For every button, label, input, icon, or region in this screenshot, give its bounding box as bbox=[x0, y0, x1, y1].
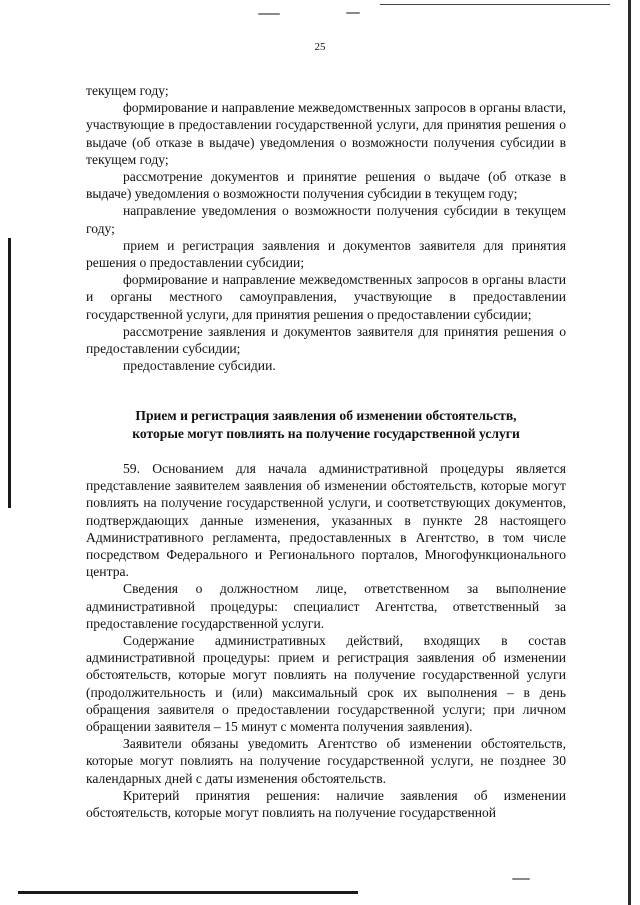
scan-bottom-edge-line bbox=[18, 891, 358, 894]
scan-speck-top-left bbox=[258, 13, 280, 15]
paragraph-59: 59. Основанием для начала административной процедуры является представление заявителем заявления об изменении обстоятельств, которые могут повлиять на получение государственной услуги, и соответствующих документов, подтверждающих данные изменения, указанных в пункте 28 настоящего Административного регламента, предоставленных в Агентство, в том числе посредством Федерального и Регионального порталов, Многофункционального центра. bbox=[86, 461, 566, 580]
intro-line-6: рассмотрение заявления и документов заявителя для принятия решения о предоставлении субсидии; bbox=[86, 323, 566, 357]
intro-list bbox=[86, 82, 566, 374]
intro-line-1: формирование и направление межведомственных запросов в органы власти, участвующие в предоставлении государственной услуги, для принятия решения о выдаче (об отказе в выдаче) уведомления о возможности получения субсидии в текущем году; bbox=[86, 100, 566, 167]
scan-left-margin-bar bbox=[8, 238, 11, 508]
intro-line-3: направление уведомления о возможности получения субсидии в текущем году; bbox=[86, 203, 566, 236]
scan-speck-top-mid bbox=[346, 12, 360, 14]
paragraph-admin-actions: Содержание административных действий, входящих в состав административной процедуры: прием и регистрация заявления об изменении обстоятельств, которые могут повлиять на получение государственной услуги (продолжительность и (или) максимальный срок их выполнения – в день обращения заявителя о предоставлении государственной услуги; при личном обращении заявителя – 15 минут с момента получения заявления). bbox=[86, 633, 566, 735]
page-number: 25 bbox=[314, 41, 326, 53]
paragraph-responsible-official: Сведения о должностном лице, ответственном за выполнение административной процедуры: специалист Агентства, ответственный за предоставление государственной услуги. bbox=[86, 581, 566, 631]
intro-line-5: формирование и направление межведомственных запросов в органы власти и органы местного самоуправления, участвующие в предоставлении государственной услуги, для принятия решения о предоставлении субсидии; bbox=[86, 272, 566, 322]
intro-line-7: предоставление субсидии. bbox=[123, 358, 276, 374]
paragraph-decision-criterion: Критерий принятия решения: наличие заявления об изменении обстоятельств, которые могут повлиять на получение государственной bbox=[86, 787, 566, 821]
intro-line-2: рассмотрение документов и принятие решения о выдаче (об отказе в выдаче) уведомления о возможности получения субсидии в текущем году; bbox=[86, 169, 566, 202]
intro-line-4: прием и регистрация заявления и документов заявителя для принятия решения о предоставлении субсидии; bbox=[86, 237, 566, 271]
body-text bbox=[86, 460, 566, 821]
section-heading-line-1: Прием и регистрация заявления об изменении обстоятельств, bbox=[135, 408, 517, 423]
intro-line-0: текущем году; bbox=[86, 83, 169, 98]
scan-speck-bottom-right bbox=[512, 878, 530, 880]
scan-right-edge-bar bbox=[628, 0, 631, 905]
section-heading-line-2: которые могут повлиять на получение государственной услуги bbox=[132, 425, 520, 441]
section-heading bbox=[86, 407, 566, 442]
scan-edge-line-top bbox=[380, 4, 610, 5]
paragraph-applicant-obligation: Заявители обязаны уведомить Агентство об изменении обстоятельств, которые могут повлиять на получение государственной услуги, не позднее 30 календарных дней с даты изменения обстоятельств. bbox=[86, 736, 566, 786]
